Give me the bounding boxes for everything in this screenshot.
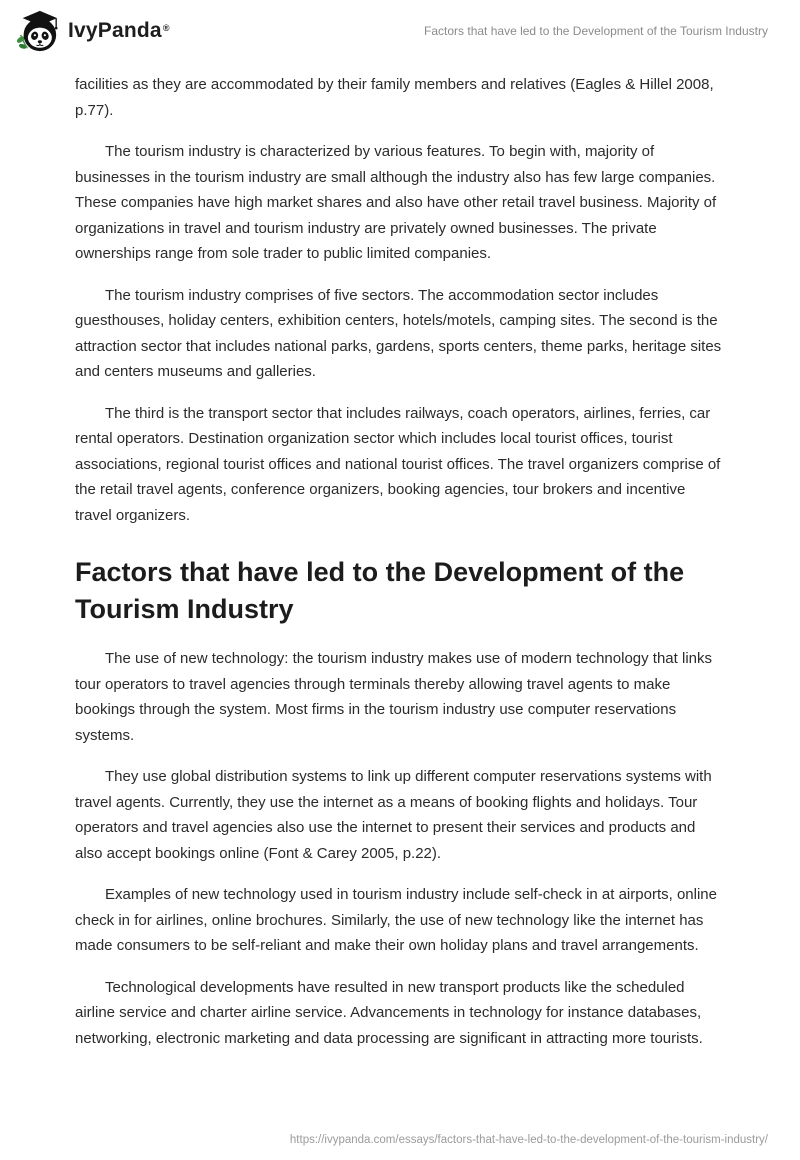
paragraph: The tourism industry is characterized by various features. To begin with, majority of businesses in the tourism industry are small although the industry also has few large companies. These companies have high market shares and also have other retail travel business. Majority of organizations in travel and tourism industry are privately owned businesses. The private ownerships range from sole trader to public limited companies. bbox=[75, 143, 717, 262]
brand-name bbox=[68, 19, 169, 43]
header-document-title: Factors that have led to the Development of the Tourism Industry bbox=[424, 24, 768, 38]
brand bbox=[14, 8, 169, 54]
page-header bbox=[0, 0, 800, 58]
paragraph: They use global distribution systems to link up different computer reservations systems with travel agents. Currently, they use the internet as a means of booking flights and holidays. Tour operators and travel agencies also use the internet to present their services and products and also accept bookings online (Font & Carey 2005, p.22). bbox=[75, 768, 712, 862]
section-heading: Factors that have led to the Development of the Tourism Industry bbox=[75, 557, 685, 624]
brand-text: IvyPanda bbox=[68, 19, 162, 42]
document-content bbox=[0, 58, 800, 1122]
paragraph: facilities as they are accommodated by their family members and relatives (Eagles & Hillel 2008, p.77). bbox=[75, 76, 714, 119]
page-footer bbox=[0, 1122, 800, 1160]
ivypanda-logo-icon bbox=[14, 8, 60, 54]
paragraph: Technological developments have resulted in new transport products like the scheduled airline service and charter airline service. Advancements in technology for instance databases, networking, electronic marketing and data processing are significant in attracting more tourists. bbox=[75, 978, 703, 1047]
paragraph: The tourism industry comprises of five sectors. The accommodation sector includes guesthouses, holiday centers, exhibition centers, hotels/motels, camping sites. The second is the attraction sector that includes national parks, gardens, sports centers, theme parks, heritage sites and centers museums and galleries. bbox=[75, 286, 722, 380]
paragraph: Examples of new technology used in tourism industry include self-check in at airports, online check in for airlines, online brochures. Similarly, the use of new technology like the internet has made consumers to be self-reliant and make their own holiday plans and travel arrangements. bbox=[75, 886, 717, 954]
paragraph: The use of new technology: the tourism industry makes use of modern technology that links tour operators to travel agencies through terminals thereby allowing travel agents to make bookings through the system. Most firms in the tourism industry use computer reservations systems. bbox=[75, 650, 712, 744]
paragraph: The third is the transport sector that includes railways, coach operators, airlines, ferries, car rental operators. Destination organization sector which includes local tourist offices, tourist associations, regional tourist offices and national tourist offices. The travel organizers comprise of the retail travel agents, conference organizers, booking agencies, tour brokers and incentive travel organizers. bbox=[75, 404, 721, 524]
registered-mark: ® bbox=[162, 22, 170, 33]
source-url: https://ivypanda.com/essays/factors-that-have-led-to-the-development-of-the-tourism-industry/ bbox=[289, 1134, 768, 1146]
